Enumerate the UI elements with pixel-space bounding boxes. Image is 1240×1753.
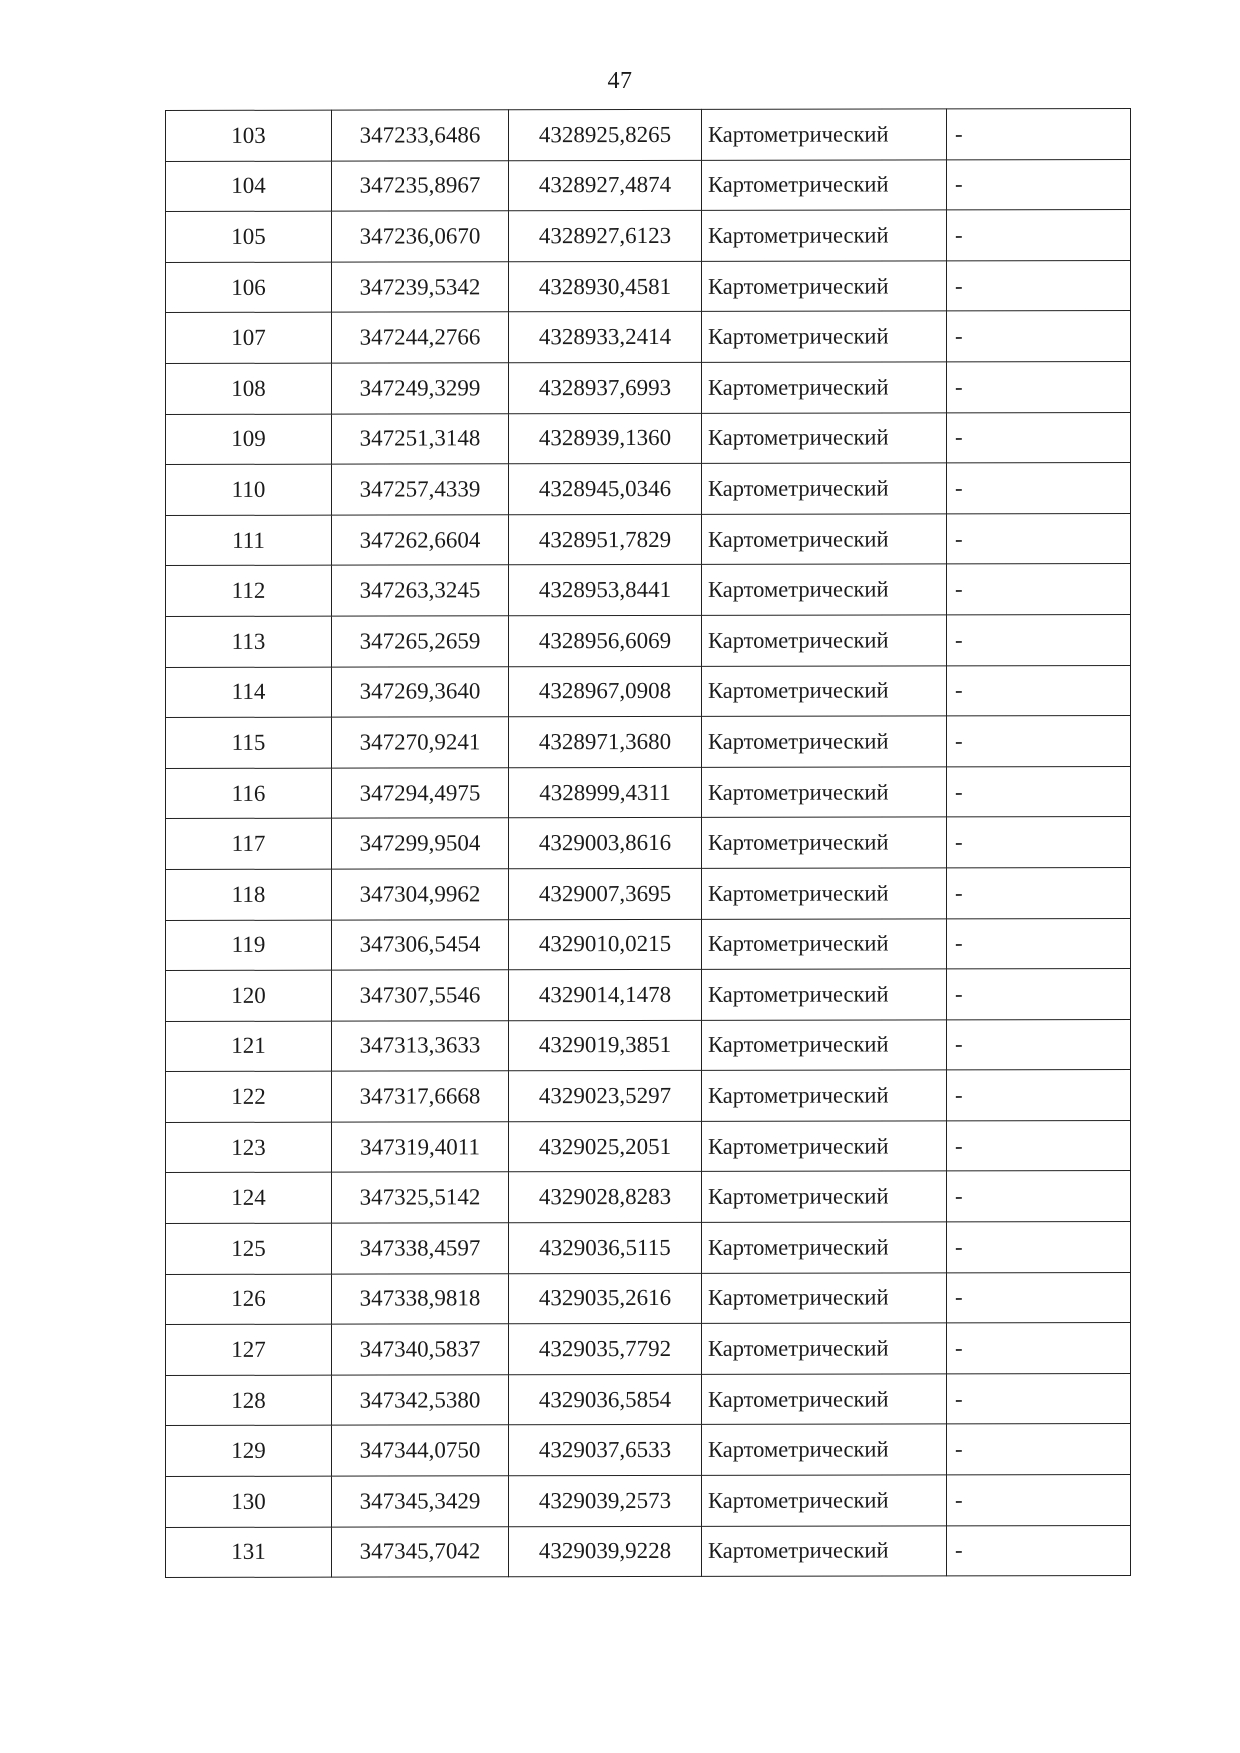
point-number-cell: 124 bbox=[166, 1173, 332, 1224]
table-row bbox=[166, 1171, 1131, 1224]
point-number-cell: 107 bbox=[166, 313, 332, 364]
method-cell: Картометрический bbox=[702, 1273, 947, 1324]
x-coordinate-cell: 347317,6668 bbox=[332, 1071, 509, 1122]
table-row bbox=[166, 463, 1131, 516]
table-row bbox=[166, 614, 1131, 667]
point-number-cell: 129 bbox=[166, 1426, 332, 1477]
method-cell: Картометрический bbox=[702, 1475, 947, 1526]
method-cell: Картометрический bbox=[702, 311, 947, 362]
x-coordinate-cell: 347306,5454 bbox=[332, 919, 509, 970]
y-coordinate-cell: 4328927,4874 bbox=[509, 160, 702, 211]
x-coordinate-cell: 347319,4011 bbox=[332, 1122, 509, 1173]
table-row bbox=[166, 260, 1131, 313]
method-cell: Картометрический bbox=[702, 1121, 947, 1172]
table-row bbox=[166, 716, 1131, 769]
note-cell: - bbox=[947, 311, 1131, 362]
table-row bbox=[166, 361, 1131, 414]
x-coordinate-cell: 347236,0670 bbox=[332, 211, 509, 262]
x-coordinate-cell: 347235,8967 bbox=[332, 160, 509, 211]
x-coordinate-cell: 347294,4975 bbox=[332, 767, 509, 818]
method-cell: Картометрический bbox=[702, 1171, 947, 1222]
method-cell: Картометрический bbox=[702, 210, 947, 261]
note-cell: - bbox=[947, 1373, 1131, 1424]
point-number-cell: 121 bbox=[166, 1021, 332, 1072]
point-number-cell: 106 bbox=[166, 262, 332, 313]
method-cell: Картометрический bbox=[702, 918, 947, 969]
point-number-cell: 118 bbox=[166, 869, 332, 920]
note-cell: - bbox=[947, 1120, 1131, 1171]
y-coordinate-cell: 4329019,3851 bbox=[509, 1020, 702, 1071]
y-coordinate-cell: 4329035,7792 bbox=[509, 1324, 702, 1375]
table-row bbox=[166, 1373, 1131, 1426]
note-cell: - bbox=[947, 513, 1131, 564]
x-coordinate-cell: 347345,3429 bbox=[332, 1476, 509, 1527]
point-number-cell: 130 bbox=[166, 1476, 332, 1527]
method-cell: Картометрический bbox=[702, 514, 947, 565]
table-row bbox=[166, 513, 1131, 566]
y-coordinate-cell: 4328937,6993 bbox=[509, 362, 702, 413]
method-cell: Картометрический bbox=[702, 1222, 947, 1273]
y-coordinate-cell: 4329037,6533 bbox=[509, 1425, 702, 1476]
note-cell: - bbox=[947, 1019, 1131, 1070]
x-coordinate-cell: 347233,6486 bbox=[332, 110, 509, 161]
point-number-cell: 116 bbox=[166, 768, 332, 819]
note-cell: - bbox=[947, 716, 1131, 767]
point-number-cell: 126 bbox=[166, 1274, 332, 1325]
y-coordinate-cell: 4328939,1360 bbox=[509, 413, 702, 464]
point-number-cell: 128 bbox=[166, 1375, 332, 1426]
table-row bbox=[166, 1272, 1131, 1325]
y-coordinate-cell: 4329036,5115 bbox=[509, 1222, 702, 1273]
y-coordinate-cell: 4329023,5297 bbox=[509, 1071, 702, 1122]
note-cell: - bbox=[947, 1424, 1131, 1475]
note-cell: - bbox=[947, 614, 1131, 665]
table-row bbox=[166, 108, 1131, 161]
point-number-cell: 112 bbox=[166, 565, 332, 616]
note-cell: - bbox=[947, 1070, 1131, 1121]
point-number-cell: 125 bbox=[166, 1223, 332, 1274]
table-row bbox=[166, 412, 1131, 465]
x-coordinate-cell: 347338,9818 bbox=[332, 1273, 509, 1324]
table-row bbox=[166, 564, 1131, 617]
method-cell: Картометрический bbox=[702, 767, 947, 818]
method-cell: Картометрический bbox=[702, 1374, 947, 1425]
point-number-cell: 119 bbox=[166, 920, 332, 971]
method-cell: Картометрический bbox=[702, 362, 947, 413]
x-coordinate-cell: 347244,2766 bbox=[332, 312, 509, 363]
y-coordinate-cell: 4328953,8441 bbox=[509, 565, 702, 616]
point-number-cell: 114 bbox=[166, 667, 332, 718]
note-cell: - bbox=[947, 1475, 1131, 1526]
table-row bbox=[166, 1019, 1131, 1072]
note-cell: - bbox=[947, 918, 1131, 969]
table-row bbox=[166, 210, 1131, 263]
method-cell: Картометрический bbox=[702, 1525, 947, 1576]
method-cell: Картометрический bbox=[702, 261, 947, 312]
note-cell: - bbox=[947, 412, 1131, 463]
table-row bbox=[166, 1525, 1131, 1578]
method-cell: Картометрический bbox=[702, 159, 947, 210]
y-coordinate-cell: 4328925,8265 bbox=[509, 109, 702, 160]
table-row bbox=[166, 665, 1131, 718]
table-row bbox=[166, 1424, 1131, 1477]
y-coordinate-cell: 4328930,4581 bbox=[509, 261, 702, 312]
note-cell: - bbox=[947, 867, 1131, 918]
y-coordinate-cell: 4329007,3695 bbox=[509, 868, 702, 919]
table-row bbox=[166, 918, 1131, 971]
y-coordinate-cell: 4329039,2573 bbox=[509, 1475, 702, 1526]
note-cell: - bbox=[947, 260, 1131, 311]
method-cell: Картометрический bbox=[702, 1020, 947, 1071]
table-row bbox=[166, 311, 1131, 364]
table-row bbox=[166, 867, 1131, 920]
note-cell: - bbox=[947, 463, 1131, 514]
y-coordinate-cell: 4329014,1478 bbox=[509, 969, 702, 1020]
table-row bbox=[166, 817, 1131, 870]
note-cell: - bbox=[947, 1272, 1131, 1323]
method-cell: Картометрический bbox=[702, 868, 947, 919]
point-number-cell: 117 bbox=[166, 818, 332, 869]
point-number-cell: 111 bbox=[166, 515, 332, 566]
x-coordinate-cell: 347265,2659 bbox=[332, 616, 509, 667]
point-number-cell: 108 bbox=[166, 363, 332, 414]
y-coordinate-cell: 4329003,8616 bbox=[509, 818, 702, 869]
note-cell: - bbox=[947, 766, 1131, 817]
table-row bbox=[166, 969, 1131, 1022]
point-number-cell: 105 bbox=[166, 211, 332, 262]
x-coordinate-cell: 347249,3299 bbox=[332, 363, 509, 414]
note-cell: - bbox=[947, 1525, 1131, 1576]
method-cell: Картометрический bbox=[702, 817, 947, 868]
x-coordinate-cell: 347307,5546 bbox=[332, 970, 509, 1021]
x-coordinate-cell: 347270,9241 bbox=[332, 717, 509, 768]
note-cell: - bbox=[947, 1171, 1131, 1222]
y-coordinate-cell: 4329036,5854 bbox=[509, 1374, 702, 1425]
x-coordinate-cell: 347262,6604 bbox=[332, 515, 509, 566]
x-coordinate-cell: 347257,4339 bbox=[332, 464, 509, 515]
table-row bbox=[166, 1323, 1131, 1376]
note-cell: - bbox=[947, 665, 1131, 716]
note-cell: - bbox=[947, 817, 1131, 868]
point-number-cell: 104 bbox=[166, 161, 332, 212]
x-coordinate-cell: 347251,3148 bbox=[332, 413, 509, 464]
table-row bbox=[166, 159, 1131, 212]
note-cell: - bbox=[947, 210, 1131, 261]
method-cell: Картометрический bbox=[702, 1424, 947, 1475]
method-cell: Картометрический bbox=[702, 412, 947, 463]
y-coordinate-cell: 4328933,2414 bbox=[509, 312, 702, 363]
method-cell: Картометрический bbox=[702, 615, 947, 666]
point-number-cell: 110 bbox=[166, 464, 332, 515]
method-cell: Картометрический bbox=[702, 716, 947, 767]
x-coordinate-cell: 347338,4597 bbox=[332, 1223, 509, 1274]
y-coordinate-cell: 4329025,2051 bbox=[509, 1121, 702, 1172]
method-cell: Картометрический bbox=[702, 969, 947, 1020]
y-coordinate-cell: 4329039,9228 bbox=[509, 1526, 702, 1577]
point-number-cell: 120 bbox=[166, 970, 332, 1021]
coordinates-table bbox=[165, 108, 1131, 1578]
x-coordinate-cell: 347345,7042 bbox=[332, 1526, 509, 1577]
method-cell: Картометрический bbox=[702, 463, 947, 514]
table-row bbox=[166, 1222, 1131, 1275]
coordinates-table-body bbox=[166, 108, 1131, 1577]
note-cell: - bbox=[947, 1323, 1131, 1374]
table-row bbox=[166, 766, 1131, 819]
point-number-cell: 113 bbox=[166, 616, 332, 667]
method-cell: Картометрический bbox=[702, 1070, 947, 1121]
x-coordinate-cell: 347344,0750 bbox=[332, 1425, 509, 1476]
y-coordinate-cell: 4329035,2616 bbox=[509, 1273, 702, 1324]
note-cell: - bbox=[947, 1222, 1131, 1273]
y-coordinate-cell: 4328967,0908 bbox=[509, 666, 702, 717]
table-row bbox=[166, 1120, 1131, 1173]
point-number-cell: 131 bbox=[166, 1527, 332, 1578]
note-cell: - bbox=[947, 159, 1131, 210]
point-number-cell: 122 bbox=[166, 1071, 332, 1122]
x-coordinate-cell: 347263,3245 bbox=[332, 565, 509, 616]
y-coordinate-cell: 4328956,6069 bbox=[509, 615, 702, 666]
x-coordinate-cell: 347304,9962 bbox=[332, 869, 509, 920]
y-coordinate-cell: 4328927,6123 bbox=[509, 211, 702, 262]
page-number: 47 bbox=[607, 68, 633, 94]
x-coordinate-cell: 347340,5837 bbox=[332, 1324, 509, 1375]
note-cell: - bbox=[947, 361, 1131, 412]
point-number-cell: 115 bbox=[166, 717, 332, 768]
method-cell: Картометрический bbox=[702, 564, 947, 615]
y-coordinate-cell: 4329028,8283 bbox=[509, 1172, 702, 1223]
table-row bbox=[166, 1070, 1131, 1123]
y-coordinate-cell: 4328971,3680 bbox=[509, 717, 702, 768]
y-coordinate-cell: 4329010,0215 bbox=[509, 919, 702, 970]
note-cell: - bbox=[947, 108, 1131, 159]
method-cell: Картометрический bbox=[702, 1323, 947, 1374]
note-cell: - bbox=[947, 969, 1131, 1020]
point-number-cell: 103 bbox=[166, 110, 332, 161]
method-cell: Картометрический bbox=[702, 665, 947, 716]
x-coordinate-cell: 347239,5342 bbox=[332, 262, 509, 313]
x-coordinate-cell: 347342,5380 bbox=[332, 1375, 509, 1426]
note-cell: - bbox=[947, 564, 1131, 615]
x-coordinate-cell: 347269,3640 bbox=[332, 666, 509, 717]
y-coordinate-cell: 4328999,4311 bbox=[509, 767, 702, 818]
table-row bbox=[166, 1475, 1131, 1528]
point-number-cell: 123 bbox=[166, 1122, 332, 1173]
x-coordinate-cell: 347299,9504 bbox=[332, 818, 509, 869]
x-coordinate-cell: 347313,3633 bbox=[332, 1020, 509, 1071]
point-number-cell: 109 bbox=[166, 414, 332, 465]
method-cell: Картометрический bbox=[702, 109, 947, 160]
y-coordinate-cell: 4328951,7829 bbox=[509, 514, 702, 565]
y-coordinate-cell: 4328945,0346 bbox=[509, 464, 702, 515]
point-number-cell: 127 bbox=[166, 1324, 332, 1375]
x-coordinate-cell: 347325,5142 bbox=[332, 1172, 509, 1223]
